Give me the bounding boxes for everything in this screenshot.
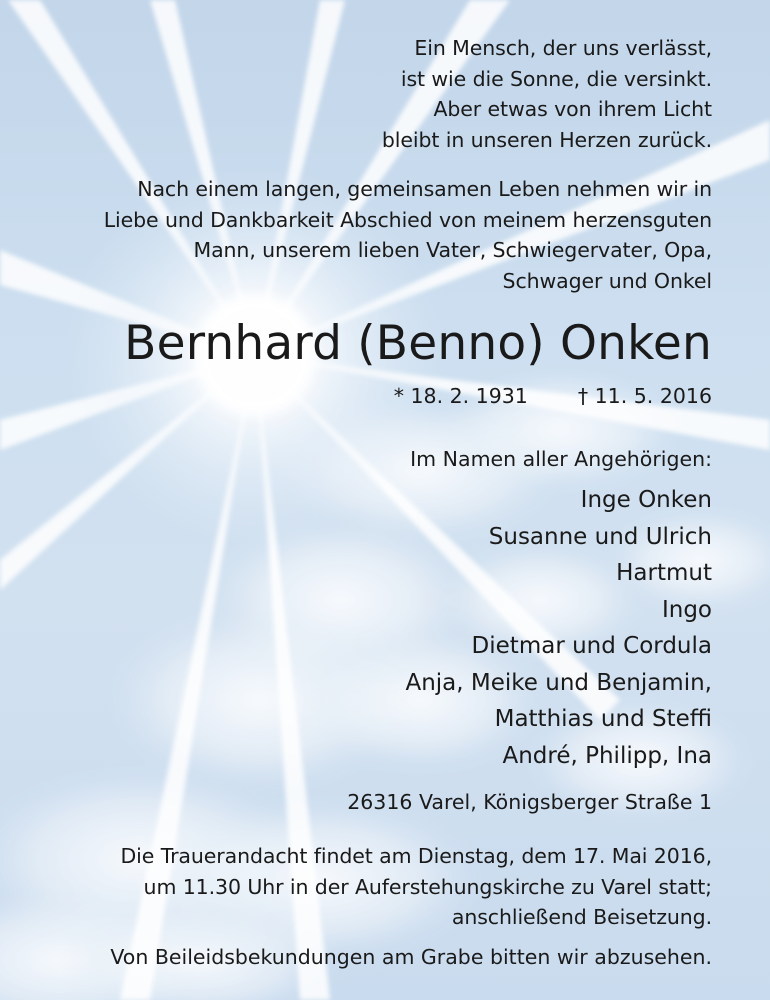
intro-line: Schwager und Onkel [502,268,712,293]
family-member: André, Philipp, Ina [502,742,712,769]
family-list [40,482,712,774]
birth-date: * 18. 2. 1931 [393,384,528,408]
life-dates [40,381,712,411]
family-heading: Im Namen aller Angehörigen: [410,447,712,471]
family-member: Susanne und Ulrich [488,523,712,550]
intro-line: Liebe und Dankbarkeit Abschied von meinem herzensguten [103,207,712,232]
family-member: Dietmar und Cordula [471,633,712,659]
poem [40,33,712,155]
poem-line: Aber etwas von ihrem Licht [433,97,712,121]
intro-text [40,174,712,296]
service-info [40,841,712,933]
family-member: Matthias und Steffi [494,706,712,732]
deceased-name: Bernhard (Benno) Onken [124,316,712,371]
poem-line: Ein Mensch, der uns verlässt, [414,36,712,60]
service-line: anschließend Beisetzung. [451,905,712,929]
service-line: Die Trauerandacht findet am Dienstag, dem 17. Mai 2016, [120,844,712,868]
service-line: um 11.30 Uhr in der Auferstehungskirche zu Varel statt; [143,874,712,899]
family-member: Inge Onken [580,487,712,513]
family-member: Ingo [661,596,712,623]
address: 26316 Varel, Königsberger Straße 1 [347,790,712,814]
closing-note: Von Beileidsbekundungen am Grabe bitten wir abzusehen. [110,945,712,969]
intro-line: Mann, unserem lieben Vater, Schwiegervater, Opa, [193,238,712,262]
family-member: Anja, Meike und Benjamin, [405,669,712,696]
poem-line: ist wie die Sonne, die versinkt. [400,66,712,91]
death-date: † 11. 5. 2016 [577,384,712,408]
poem-line: bleibt in unseren Herzen zurück. [381,127,712,152]
intro-line: Nach einem langen, gemeinsamen Leben nehmen wir in [137,177,712,201]
family-member: Hartmut [616,560,712,586]
